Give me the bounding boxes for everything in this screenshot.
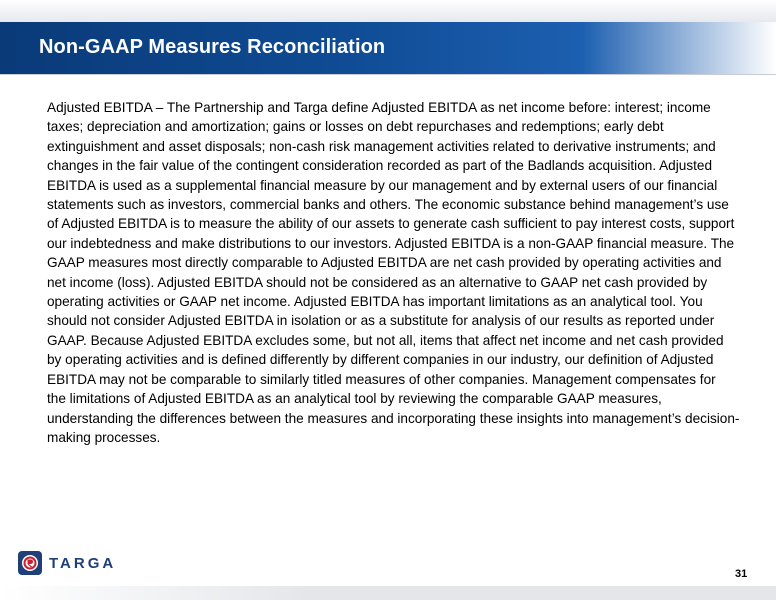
logo-wordmark: TARGA bbox=[49, 554, 117, 572]
body-line: changes in the fair value of the contingent consideration recorded as part of the Badlands acquisition. Adjusted bbox=[47, 158, 713, 174]
footer-band bbox=[0, 586, 776, 600]
body-line: making processes. bbox=[47, 429, 161, 445]
top-strip bbox=[0, 0, 776, 22]
page-number: 31 bbox=[735, 568, 748, 580]
body-line: statements such as investors, commercial banks and others. The economic substance behind management’s use bbox=[47, 197, 729, 213]
body-line: EBITDA is used as a supplemental financial measure by our management and by external users of our financial bbox=[47, 177, 718, 193]
slide-title: Non-GAAP Measures Reconciliation bbox=[39, 36, 386, 58]
body-line: GAAP. Because Adjusted EBITDA excludes some, but not all, items that affect net income and net cash provided bbox=[47, 332, 724, 348]
body-line: EBITDA may not be comparable to similarly titled measures of other companies. Management compensates for bbox=[47, 371, 716, 387]
body-line: GAAP measures most directly comparable to Adjusted EBITDA are net cash provided by operating activities and bbox=[47, 255, 722, 271]
targa-logo-icon bbox=[18, 551, 42, 575]
body-line: operating activities or GAAP net income. Adjusted EBITDA has important limitations as an analytical tool. You bbox=[47, 294, 703, 310]
body-line: Adjusted EBITDA – The Partnership and Targa define Adjusted EBITDA as net income before: interest; income bbox=[47, 100, 711, 115]
body-paragraph bbox=[47, 98, 752, 447]
body-line: extinguishment and asset disposals; non-cash risk management activities related to derivative instruments; and bbox=[47, 138, 716, 154]
body-line: of Adjusted EBITDA is to measure the ability of our assets to generate cash sufficient to pay interest costs, support bbox=[47, 216, 735, 232]
body-line: our indebtedness and make distributions to our investors. Adjusted EBITDA is a non-GAAP financial measure. The bbox=[47, 235, 735, 251]
body-line: by operating activities and is defined differently by different companies in our industry, our definition of Adjusted bbox=[47, 352, 714, 368]
body-line: net income (loss). Adjusted EBITDA should not be considered as an alternative to GAAP net cash provided by bbox=[47, 274, 708, 290]
body-line: understanding the differences between the measures and incorporating these insights into management’s decision- bbox=[47, 410, 740, 426]
body-line: the limitations of Adjusted EBITDA as an analytical tool by reviewing the comparable GAAP measures, bbox=[47, 391, 662, 407]
body-line: should not consider Adjusted EBITDA in isolation or as a substitute for analysis of our results as reported under bbox=[47, 313, 715, 329]
body-line: taxes; depreciation and amortization; gains or losses on debt repurchases and redemptions; early debt bbox=[47, 119, 664, 135]
targa-logo bbox=[18, 551, 116, 575]
